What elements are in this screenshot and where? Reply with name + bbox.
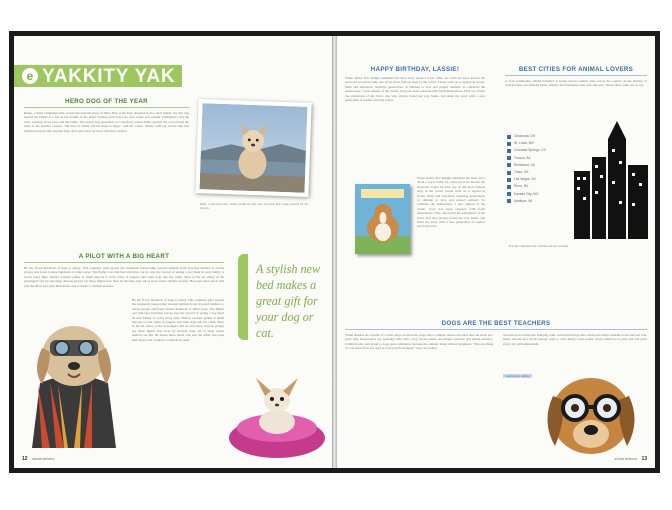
publication-name: animal wellness (31, 457, 55, 461)
city-list (507, 133, 546, 205)
cities-heading: BEST CITIES FOR ANIMAL LOVERS (518, 66, 634, 73)
list-item: Cincinnati, OH (507, 133, 546, 140)
masthead-title: YAKKITY YAK (42, 66, 176, 87)
left-page-number (22, 456, 54, 462)
publication-name: animal wellness (614, 457, 638, 461)
masthead-logo: e (22, 68, 38, 84)
birthday-body-wrap: When author Eric Knight published his short story about a loyal collie, he could not have known the character would become one of the most famous dogs in the world. Lassie went on to appear in books, films and television, inspiring generations of children to love and respect animals. To celebrate the anniversary, a new edition of the classic story has been released with fresh illustrations. Fans can revisit the adventures of the brave dog who always found her way home, and share the story with a new generation of readers and dog lovers. (417, 176, 485, 229)
hero-rule (24, 107, 189, 108)
right-page (337, 36, 655, 468)
teachers-caption-tag: learn more online (503, 374, 532, 378)
list-item: Tucson, AZ (507, 155, 546, 162)
page-number: 13 (641, 456, 647, 462)
pilot-rule (24, 262, 224, 263)
cities-caption-text: For the complete list visit the survey website (509, 244, 569, 248)
right-page-number (615, 456, 647, 462)
cities-rule (505, 75, 647, 76)
hero-photo (195, 99, 311, 197)
list-item: Kansas City, MO (507, 191, 546, 198)
quote-bar (238, 254, 248, 340)
cities-caption (509, 244, 649, 248)
dog-glasses-photo (535, 350, 647, 460)
cities-intro: Is your community animal-friendly? A recent survey ranked cities across the country on the number of veterinarians, pet-friendly parks, shelters and businesses that welcome pets. These cities came out on top: (505, 79, 647, 88)
page-number: 12 (22, 456, 28, 462)
hero-heading: HERO DOG OF THE YEAR (65, 98, 148, 105)
list-item: St. Louis, MO (507, 140, 546, 147)
list-item: Las Vegas, NV (507, 176, 546, 183)
pilot-body-top: He has flown hundreds of dogs to safety. This volunteer pilot spends his weekends transporting rescued animals from crowded shelters to rescue groups and foster homes hundreds of miles away. The flights cost him fuel and time, but he says the reward of seeing a dog meet its new family is worth every mile. Shelter workers gather at small airports to load crates of puppies and older dogs into the cabin. Once in the air, many of the passengers curl up and sleep. Rescue groups say these flights save lives by moving dogs out of areas where shelters are full. He hopes more pilots will join the effort and open their hearts and cockpits to animals in need. (24, 266, 224, 288)
birthday-body: When author Eric Knight published his short story about a loyal collie, he could not have known the character would become one of the most famous dogs in the world. Lassie went on to appear in books, films and television, inspiring generations of children to love and respect animals. To celebrate the anniversary, a new edition of the classic story has been released with fresh illustrations. Fans can revisit the adventures of the brave dog who always found her way home, and share the story with a new generation of readers and dog lovers. (345, 76, 485, 103)
hero-body: Rufus, a feisty Chihuahua mix, earned the national honor of Hero Dog of the Year. Adopted from a rural shelter, the tiny dog alerted his family to a fire in the middle of the night, barking until everyone was awake and outside. Firefighters said the early warning saved lives and the home. The award was presented at a ceremony where Rufus greeted the crowd from the arms of his grateful owners. "He may be small, but his heart is huge," said his owner. Shelter staff say stories like this remind everyone that rescued dogs often give back far more than they receive. (24, 111, 189, 133)
teachers-rule (345, 329, 647, 330)
city-skyline-icon (572, 121, 650, 239)
list-item: Reno, NV (507, 183, 546, 190)
hero-photo-caption: Rufus, a pint-sized hero, relaxes beside the lake near his home after being honored for his bravery. (200, 203, 308, 210)
magazine-spread (9, 31, 660, 473)
list-item: Richmond, VA (507, 162, 546, 169)
pilot-heading: A PILOT WITH A BIG HEART (78, 253, 170, 260)
teachers-body-left: While humans are capable of a wide range of emotions, dogs show a simple, honest devotion that can teach us a great deal. Researchers say spending time with a dog lowers stress, encourages exercise and builds patience. Children who read aloud to dogs gain confidence because the animals listen without judgment. "The one thing we can learn from our dogs is to live in the moment," says one trainer. (345, 333, 493, 351)
list-item: Tulsa, OK (507, 169, 546, 176)
lassie-book-cover (355, 184, 410, 254)
pilot-body-column: He has flown hundreds of dogs to safety. This volunteer pilot spends his weekends transporting rescued animals from crowded shelters to rescue groups and foster homes hundreds of miles away. The flights cost him fuel and time, but he says the reward of seeing a dog meet its new family is worth every mile. Shelter workers gather at small airports to load crates of puppies and older dogs into the cabin. Once in the air, many of the passengers curl up and sleep. Rescue groups say these flights save lives by moving dogs out of areas where shelters are full. He hopes more pilots will join the effort and open their hearts and cockpits to animals in need. (132, 298, 224, 342)
birthday-heading: HAPPY BIRTHDAY, LASSIE! (370, 66, 460, 73)
left-page (14, 36, 332, 468)
aviator-dog-photo (20, 308, 128, 448)
teachers-heading: DOGS ARE THE BEST TEACHERS (441, 320, 551, 327)
list-item: Madison, WI (507, 198, 546, 205)
teachers-body-right: Teachers have found that bringing calm, well-trained dogs into classrooms helps students focus and feel safe. Many schools now invite therapy dogs to visit during exam weeks. Dogs remind us to play, rest and greet every day with enthusiasm. (503, 333, 647, 346)
list-item: Colorado Springs, CO (507, 147, 546, 154)
pull-quote: A stylish new bed makes a great gift for your dog or cat. (256, 262, 321, 340)
chihuahua-bed-photo (226, 366, 328, 458)
